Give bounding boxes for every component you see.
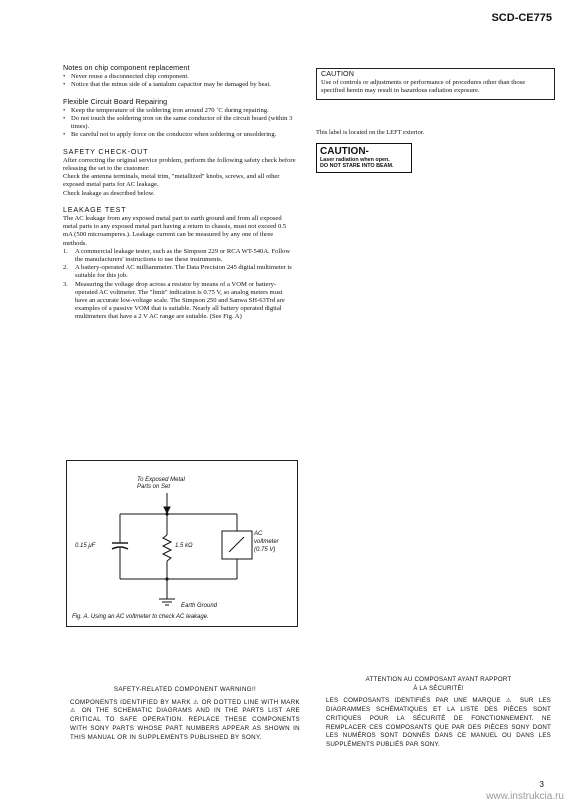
- laser-label-line1: Laser radiation when open.: [320, 157, 390, 163]
- caution-box: [316, 68, 555, 100]
- arrow-icon: [164, 507, 170, 513]
- fig-res-label: 1.5 kΩ: [175, 543, 193, 549]
- safety-section: [63, 148, 296, 198]
- safety-body-3: Check leakage as described below.: [63, 189, 155, 197]
- fig-top-label-1: To Exposed Metal: [137, 477, 185, 483]
- list-item: 3. Measuring the voltage drop across a resistor by means of a VOM or battery-operated AC voltmeter. The "limit" indication is 0.75 V, so analog meters must have an accurate low-voltage scale. The Simpson 250 and Sanwa SH-63Trd are examples of a passive VOM that is suitable. Nearly all battery operated digital multimeters that have a 2 V AC range are suitable. (See Fig. A): [63, 280, 285, 321]
- leakage-intro: The AC leakage from any exposed metal part to earth ground and from all exposed metal parts to any exposed metal part having a return to chassis, must not exceed 0.5 mA (500 microamperes.). Leakage current can be measured by any one of three methods.: [63, 215, 287, 247]
- laser-warning-label: [316, 143, 412, 173]
- fig-ground-label: Earth Ground: [181, 603, 218, 609]
- model-number: SCD-CE775: [491, 12, 552, 24]
- warning-en-body: COMPONENTS IDENTIFIED BY MARK ⚠ OR DOTTED LINE WITH MARK ⚠ ON THE SCHEMATIC DIAGRAMS AND IN THE PARTS LIST ARE CRITICAL TO SAFE OPERATION. REPLACE THESE COMPONENTS WITH SONY PARTS WHOSE PART NUMBERS APPEAR AS SHOWN IN THIS MANUAL OR IN SUPPLEMENTS PUBLISHED BY SONY.: [70, 698, 300, 741]
- bullet-icon: •: [63, 131, 66, 139]
- flex-section: [63, 98, 296, 140]
- bullet-icon: •: [63, 106, 66, 114]
- fig-meter-label-1: AC: [254, 531, 263, 537]
- voltmeter-needle: [229, 537, 244, 552]
- list-item: • Be careful not to apply force on the conductor when soldering or unsoldering.: [63, 131, 277, 139]
- warning-fr-title-2: À LA SÉCURITÉ!: [413, 684, 464, 692]
- safety-warning-english: [70, 686, 300, 742]
- safety-title: SAFETY CHECK-OUT: [63, 146, 149, 156]
- caution-title: CAUTION: [321, 69, 355, 78]
- list-item: • Never reuse a disconnected chip component.: [63, 73, 189, 81]
- safety-body-2: Check the antenna terminals, metal trim, "metallized" knobs, screws, and all other exposed metal parts for AC leakage.: [63, 173, 280, 189]
- left-column: [63, 64, 296, 330]
- leakage-title: LEAKAGE TEST: [63, 204, 127, 214]
- voltmeter-icon: [222, 531, 252, 559]
- laser-label-title: CAUTION-: [320, 146, 369, 157]
- fig-meter-label-2: voltmeter: [254, 539, 279, 545]
- leakage-section: [63, 206, 296, 322]
- bullet-icon: •: [63, 81, 66, 89]
- caution-body: Use of controls or adjustments or performance of procedures other than those specified herein may result in hazardous radiation exposure.: [321, 79, 526, 95]
- warning-fr-body: LES COMPOSANTS IDENTIFIÉS PAR UNE MARQUE ⚠ SUR LES DIAGRAMMES SCHÉMATIQUES ET LA LISTE DES PIÈCES SONT CRITIQUES POUR LA SÉCURITÉ DE FONCTIONNEMENT. NE REMPLACER CES COMPOSANTS QUE PAR DES PIÈCES SONY DONT LES NUMÉROS SONT DONNÉS DANS CE MANUEL OU DANS LES SUPPLÉMENTS PUBLIÉS PAR SONY.: [326, 697, 551, 748]
- list-item: 1. A commercial leakage tester, such as the Simpson 229 or RCA WT-540A. Follow the manufacturers' instructions to use these instruments.: [63, 247, 291, 264]
- list-item: 2. A battery-operated AC milliammeter. The Data Precision 245 digital multimeter is suitable for this job.: [63, 264, 292, 280]
- bullet-icon: •: [63, 115, 66, 123]
- safety-body: After correcting the original service problem, perform the following safety check before releasing the set to the customer:: [63, 156, 296, 173]
- warning-fr-title-1: ATTENTION AU COMPOSANT AYANT RAPPORT: [365, 676, 512, 683]
- fig-cap-label: 0.15 μF: [75, 543, 96, 549]
- bullet-icon: •: [63, 73, 66, 81]
- resistor-icon: [163, 535, 171, 561]
- safety-warning-french: [326, 676, 551, 750]
- laser-label-line2: DO NOT STARE INTO BEAM.: [320, 163, 394, 170]
- flex-title: Flexible Circuit Board Repairing: [63, 96, 168, 106]
- label-location-note: This label is located on the LEFT exterior.: [316, 129, 425, 136]
- warning-en-title: SAFETY-RELATED COMPONENT WARNING!!: [113, 686, 257, 693]
- figure-a: [66, 460, 298, 627]
- fig-meter-label-3: (0.75 V): [254, 547, 276, 553]
- page-number: 3: [539, 780, 544, 789]
- fig-top-label-2: Parts on Set: [137, 484, 171, 490]
- chip-title: Notes on chip component replacement: [63, 63, 190, 72]
- list-item: • Keep the temperature of the soldering iron around 270 ˚C during repairing.: [63, 106, 269, 114]
- list-item: • Notice that the minus side of a tantalum capacitor may be damaged by heat.: [63, 81, 271, 89]
- fig-caption: Fig. A. Using an AC voltmeter to check AC leakage.: [72, 614, 209, 620]
- list-item: • Do not touch the soldering iron on the same conductor of the circuit board (within 3 times).: [63, 115, 293, 131]
- chip-section: [63, 64, 296, 90]
- watermark: www.instrukcia.ru: [486, 791, 564, 802]
